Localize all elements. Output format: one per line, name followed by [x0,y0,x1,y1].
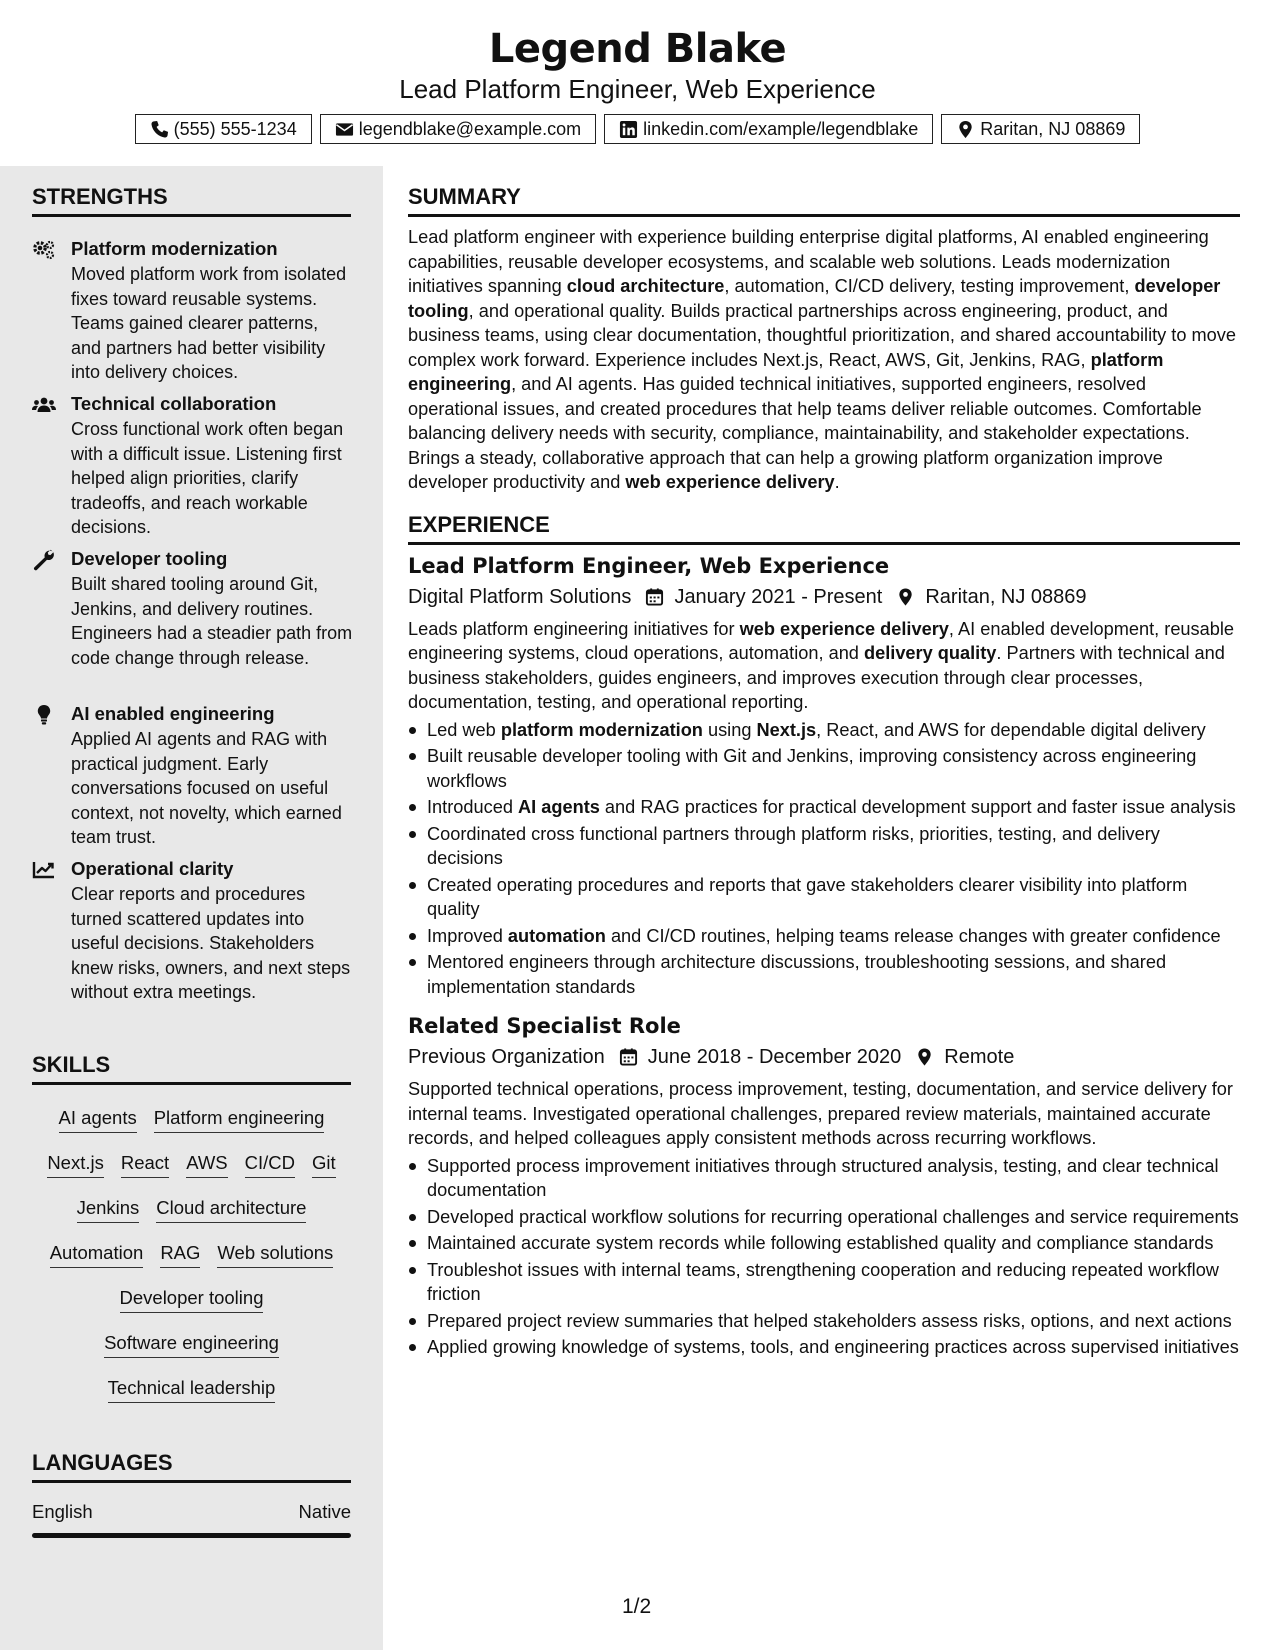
lightbulb-icon [32,704,56,726]
language-level-bar [32,1533,351,1538]
text-run: and RAG practices for practical development support and faster issue analysis [599,797,1236,817]
text-run: , automation, CI/CD delivery, testing improvement, [724,276,1135,296]
emphasis-text: automation [507,925,606,946]
emphasis-text: Next.js [756,719,817,740]
text-run: . Partners with technical and business stakeholders, guides engineers, and improves execution through clear processes, documentation, testing, and operational reporting. [408,643,1225,712]
skills-heading: SKILLS [32,1051,351,1085]
envelope-icon [335,120,354,139]
skill-tag: Platform engineering [154,1105,325,1133]
contact-location [941,114,1140,144]
skill-tag: AWS [186,1150,227,1178]
skill-tag: React [121,1150,169,1178]
candidate-title: Lead Platform Engineer, Web Experience [399,74,876,104]
text-run: Led web [427,719,501,740]
bullet-item [408,950,1240,999]
text-run: Created operating procedures and reports that gave stakeholders clearer visibility into platform quality [427,874,1188,919]
users-icon [32,394,56,416]
skill-tag: Git [312,1150,336,1178]
contact-phone [135,114,312,144]
text-run: Introduced [427,797,518,817]
job-bullets [408,718,1240,1000]
emphasis-text: developer tooling [408,276,1221,321]
text-run: Prepared project review summaries that helped stakeholders assess risks, options, and next actions [427,1310,1232,1331]
resume-header [0,0,1275,166]
skill-tag: Automation [50,1240,144,1268]
languages-heading: LANGUAGES [32,1449,351,1483]
contact-email[interactable] [320,114,596,144]
main-content [408,166,1240,1362]
language-item [32,1501,351,1523]
contact-email-text: legendblake@example.com [358,118,582,139]
text-run: Leads platform engineering initiatives for [408,618,740,639]
job-dates: June 2018 - December 2020 [647,1046,902,1068]
contact-linkedin-text: linkedin.com/example/legendblake [643,118,919,139]
text-run: Improved [427,925,508,946]
bullet-item [408,1309,1240,1334]
map-pin-icon [896,587,915,607]
job-dates: January 2021 - Present [674,585,883,608]
skills-section [32,1051,351,1411]
text-run: , and AI agents. Has guided technical initiatives, supported engineers, resolved operational issues, and created procedures that help teams deliver reliable outcomes. Comfortable balancing delivery needs with security, compliance, maintainability, and stakeholder expectations. Brings a steady, collaborative approach that can help a growing platform organization improve developer productivity and [408,374,1202,492]
map-pin-icon [915,1047,934,1067]
skills-row [32,1240,351,1285]
skill-tag: Jenkins [77,1195,140,1223]
skill-tag: CI/CD [245,1150,295,1178]
contact-phone-text: (555) 555-1234 [173,118,297,139]
strengths-heading: STRENGTHS [32,183,351,217]
contact-bar [0,114,1275,144]
text-run: using [702,719,757,740]
strength-title: Technical collaboration [71,393,277,414]
calendar-icon [619,1047,638,1067]
skills-row [32,1285,351,1330]
page-number: 1/2 [622,1595,652,1618]
language-level: Native [298,1501,351,1522]
wrench-icon [32,549,56,571]
job-bullets [408,1154,1240,1360]
text-run: , React, and AWS for dependable digital delivery [816,719,1206,740]
strength-desc: Built shared tooling around Git, Jenkins, and delivery routines. Engineers had a steadier path from code change through release. [71,574,353,668]
bullet-item [408,924,1240,949]
skills-row [32,1105,351,1150]
emphasis-text: cloud architecture [566,276,725,296]
text-run: Supported process improvement initiatives through structured analysis, testing, and clear technical documentation [427,1155,1219,1200]
strength-title: AI enabled engineering [71,703,275,724]
strengths-section [32,183,351,1013]
job-title: Related Specialist Role [408,1014,681,1038]
contact-location-text: Raritan, NJ 08869 [980,118,1126,139]
map-pin-icon [956,120,975,139]
text-run: Lead platform engineer with experience building enterprise digital platforms, AI enabled engineering capabilities, reusable developer ecosystems, and scalable web solutions. Leads modernization initiatives spanning [408,227,1209,296]
emphasis-text: platform engineering [408,349,1164,394]
calendar-icon [645,587,664,607]
skill-tag: Cloud architecture [156,1195,306,1223]
job-org: Previous Organization [408,1046,605,1068]
skill-tag: Software engineering [104,1330,279,1358]
strength-title: Developer tooling [71,548,228,569]
job-org: Digital Platform Solutions [408,585,632,608]
job-meta [408,1042,1240,1072]
language-name: English [32,1501,93,1522]
text-run: Developed practical workflow solutions for recurring operational challenges and service requirements [427,1206,1239,1227]
job-meta [408,582,1240,612]
job-entry [408,1011,1240,1360]
skill-tag: RAG [160,1240,200,1268]
text-run: Mentored engineers through architecture discussions, troubleshooting sessions, and shared implementation standards [427,952,1167,997]
sidebar [0,166,383,1650]
bullet-item [408,1154,1240,1203]
linkedin-icon [619,120,638,139]
job-entry [408,551,1240,1000]
job-location: Remote [944,1046,1015,1068]
strength-desc: Clear reports and procedures turned scattered updates into useful decisions. Stakeholders knew risks, owners, and next steps without extra meetings. [71,884,351,1002]
strength-desc: Cross functional work often began with a difficult issue. Listening first helped align priorities, clarify tradeoffs, and reach workable decisions. [71,419,344,537]
summary-section [408,183,1240,495]
strength-desc: Moved platform work from isolated fixes toward reusable systems. Teams gained clearer patterns, and partners had better visibility into delivery choices. [71,264,347,382]
phone-icon [150,120,169,139]
skills-cloud [32,1105,351,1420]
text-run: and CI/CD routines, helping teams release changes with greater confidence [605,925,1221,946]
experience-heading: EXPERIENCE [408,511,1240,545]
skills-row [32,1330,351,1375]
text-run: Troubleshot issues with internal teams, strengthening cooperation and reducing repeated workflow friction [427,1259,1219,1304]
skill-tag: Developer tooling [120,1285,264,1313]
job-title: Lead Platform Engineer, Web Experience [408,553,890,578]
text-run: , AI enabled development, reusable engineering systems, cloud operations, automation, and [408,618,1235,663]
job-location: Raritan, NJ 08869 [925,585,1087,608]
skill-tag: Next.js [47,1150,104,1178]
bullet-item [408,1205,1240,1230]
gears-icon [32,239,56,261]
emphasis-text: web experience delivery [739,618,949,639]
bullet-item [408,822,1240,871]
job-description [408,617,1240,715]
bullet-item [408,873,1240,922]
candidate-name: Legend Blake [488,26,787,72]
skill-tag: Web solutions [217,1240,333,1268]
text-run: Applied growing knowledge of systems, tools, and engineering practices across supervised initiatives [427,1337,1239,1357]
text-run: , and operational quality. Builds practical partnerships across engineering, product, and business teams, using clear documentation, thoughtful prioritization, and shared accountability to move complex work forward. Experience includes Next.js, React, AWS, Git, Jenkins, RAG, [408,300,1237,370]
bullet-item [408,744,1240,793]
skills-row [32,1150,351,1195]
strength-title: Operational clarity [71,858,234,879]
emphasis-text: delivery quality [863,643,997,663]
text-run: Built reusable developer tooling with Git and Jenkins, improving consistency across engineering workflows [427,746,1197,791]
emphasis-text: platform modernization [500,719,703,740]
bullet-item [408,718,1240,743]
contact-linkedin[interactable] [604,114,933,144]
emphasis-text: AI agents [518,797,600,817]
skills-row [32,1375,351,1420]
text-run: . [834,472,840,492]
emphasis-text: web experience delivery [625,472,835,492]
bullet-item [408,1258,1240,1307]
text-run: Maintained accurate system records while following established quality and compliance standards [427,1233,1214,1253]
chart-line-icon [32,859,56,881]
strength-desc: Applied AI agents and RAG with practical judgment. Early conversations focused on useful context, not novelty, which earned team trust. [71,729,342,847]
languages-section [32,1449,351,1549]
bullet-item [408,1231,1240,1256]
skill-tag: AI agents [59,1105,137,1133]
summary-text [408,225,1240,495]
strength-title: Platform modernization [71,238,278,259]
skills-row [32,1195,351,1240]
experience-section [408,511,1240,1360]
summary-heading: SUMMARY [408,183,1240,217]
bullet-item [408,1335,1240,1360]
bullet-item [408,795,1240,820]
text-run: Coordinated cross functional partners through platform risks, priorities, testing, and delivery decisions [427,823,1160,868]
text-run: Supported technical operations, process improvement, testing, documentation, and service delivery for internal teams. Investigated operational challenges, prepared review materials, maintained accurate records, and helped colleagues apply consistent methods across recurring workflows. [408,1079,1233,1148]
job-description [408,1077,1240,1151]
skill-tag: Technical leadership [108,1375,276,1403]
